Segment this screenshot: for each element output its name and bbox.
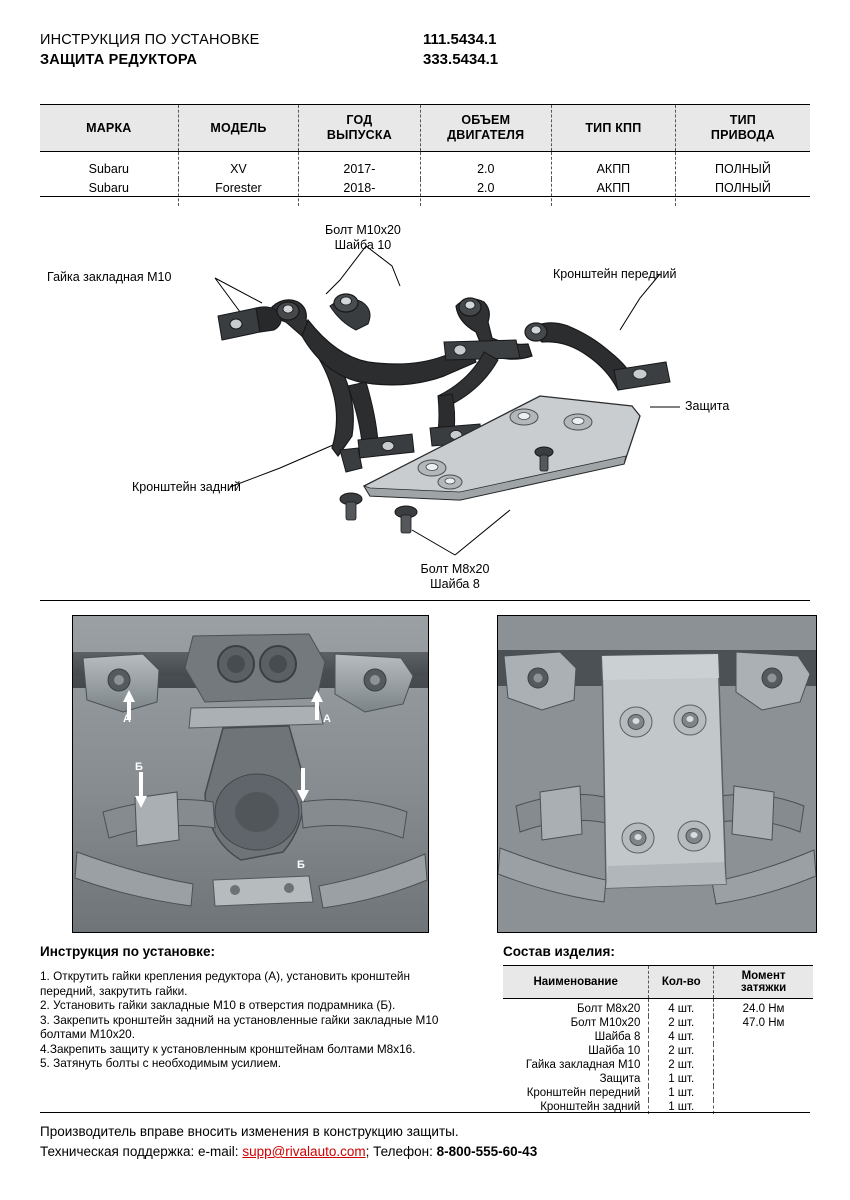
parts-heading: Состав изделия: [503,944,615,959]
table-row [40,152,810,180]
front-bracket-part [438,298,670,408]
exploded-assembly-diagram [40,210,810,595]
parts-table-head [503,966,813,999]
spec-cell-drive: ПОЛНЫЙ [675,152,810,180]
part-torque: 24.0 Нм [714,999,813,1017]
instruction-step-4: 4.Закрепить защиту к установленным кронштейнам болтами М8х16. [40,1041,416,1056]
label-bolt-m10-line2: Шайба 10 [334,238,392,252]
spec-col-drive-line1: ТИП [729,113,756,127]
part-qty: 2 шт. [649,1058,714,1072]
part-qty: 2 шт. [649,1016,714,1030]
parts-list-section [503,944,813,1114]
part-qty: 2 шт. [649,1044,714,1058]
header-titles [40,30,260,70]
spec-cell-brand: Subaru [88,181,129,195]
section-divider-top [40,600,810,601]
part-torque [714,1044,813,1058]
label-bolt-m8-line1: Болт М8х20 [420,562,490,576]
instruction-step-1: 1. Открутить гайки крепления редуктора (А), установить кронштейн передний, закрутить гайки. [40,969,411,998]
spec-cell-year: 2018- [299,179,420,206]
part-name: Болт М8х20 [576,1003,641,1015]
table-row [503,1058,813,1072]
spec-col-year-line1: ГОД [346,113,373,127]
spec-cell-gearbox: АКПП [551,152,675,180]
instruction-step-3: 3. Закрепить кронштейн задний на установленные гайки закладные М10 болтами М10х20. [40,1012,439,1041]
table-row [503,1044,813,1058]
photo-marker-b-right: Б [297,859,305,871]
parts-col-torque: Момент затяжки [714,966,813,999]
photo-marker-a-left: A [123,713,131,725]
label-bracket-front: Кронштейн передний [553,267,677,281]
part-torque [714,1086,813,1100]
spec-cell-model: XV [178,152,299,180]
part-qty: 4 шт. [649,999,714,1017]
photo-marker-b-left: Б [135,761,143,773]
spec-col-engine-line1: ОБЪЕМ [461,113,511,127]
part-qty: 1 шт. [649,1072,714,1086]
document-header [40,30,810,90]
part-qty: 1 шт. [649,1100,714,1114]
photo-left-render [73,616,428,932]
leader-bracket-rear [230,442,340,487]
spec-col-year [299,105,420,152]
spec-col-brand: МАРКА [40,105,178,152]
instruction-step-5: 5. Затянуть болты с необходимым усилием. [40,1056,282,1070]
spec-col-gearbox: ТИП КПП [551,105,675,152]
table-row [503,1016,813,1030]
leader-nut-m10 [215,278,262,303]
section-divider-footer [40,1112,810,1113]
table-row [503,999,813,1017]
leader-bolt-m8b [455,510,510,555]
label-shield: Защита [685,399,730,413]
leader-bolt-m10 [326,246,366,294]
table-row [503,1030,813,1044]
instruction-step-2: 2. Установить гайки закладные М10 в отверстия подрамника (Б). [40,998,396,1012]
spec-table-bottom-rule [40,196,810,197]
spec-cell-year: 2017- [299,152,420,180]
spec-col-drive [675,105,810,152]
part-name: Шайба 8 [594,1031,641,1043]
spec-col-drive-line2: ПРИВОДА [710,128,775,142]
label-nut-m10: Гайка закладная М10 [47,270,172,284]
installation-photo-before [72,615,429,933]
part-name: Кронштейн задний [540,1101,641,1113]
part-torque [714,1030,813,1044]
photo-right-render [498,616,816,932]
part-qty: 4 шт. [649,1030,714,1044]
product-codes [423,30,498,70]
installation-photo-after [497,615,817,933]
photo-marker-a-right: A [323,713,331,725]
spec-cell-engine: 2.0 [420,152,551,180]
parts-header-row [503,966,813,999]
footer-support-label: Техническая поддержка: e-mail: [40,1144,239,1159]
label-bracket-rear: Кронштейн задний [132,480,241,494]
installation-instructions [40,944,460,1071]
part-name: Шайба 10 [588,1045,641,1057]
spec-table-body [40,152,810,207]
document-footer [40,1122,810,1162]
product-code-1: 111.5434.1 [423,31,497,48]
rear-bracket-part [218,300,362,472]
table-row [503,1072,813,1086]
label-bolt-m8-line2: Шайба 8 [430,577,480,591]
part-torque [714,1072,813,1086]
spec-header-row [40,105,810,152]
label-bolt-m10 [325,223,401,253]
leader-bracket-front [620,274,660,330]
product-title: ЗАЩИТА РЕДУКТОРА [40,52,198,68]
part-qty: 1 шт. [649,1086,714,1100]
label-bolt-m10-line1: Болт М10х20 [325,223,401,237]
spec-col-engine-line2: ДВИГАТЕЛЯ [447,128,525,142]
part-torque [714,1058,813,1072]
footer-support-line [40,1142,810,1162]
part-name: Болт М10х20 [570,1017,641,1029]
part-name: Гайка закладная М10 [525,1059,641,1071]
spec-cell-drive: ПОЛНЫЙ [675,179,810,206]
vehicle-spec-table [40,104,810,206]
document-type-title: ИНСТРУКЦИЯ ПО УСТАНОВКЕ [40,32,260,48]
spec-col-model: МОДЕЛЬ [178,105,299,152]
table-row [503,1086,813,1100]
spec-col-year-line2: ВЫПУСКА [326,128,392,142]
part-torque: 47.0 Нм [714,1016,813,1030]
parts-col-qty: Кол-во [649,966,714,999]
support-email-link[interactable]: supp@rivalauto.com [242,1144,366,1159]
part-name: Защита [599,1073,641,1085]
parts-table-body [503,999,813,1115]
footer-disclaimer: Производитель вправе вносить изменения в конструкцию защиты. [40,1124,459,1139]
instructions-heading: Инструкция по установке: [40,944,215,959]
spec-cell-brand: Subaru [88,162,129,176]
parts-col-name: Наименование [503,966,649,999]
part-name: Кронштейн передний [526,1087,641,1099]
spec-col-engine [420,105,551,152]
table-row [40,179,810,206]
spec-table-head [40,105,810,152]
spec-cell-model: Forester [178,179,299,206]
leader-bolt-m8 [412,530,455,555]
label-bolt-m8 [370,562,540,592]
spec-cell-gearbox: АКПП [551,179,675,206]
parts-table [503,965,813,1114]
support-phone: 8-800-555-60-43 [436,1144,538,1159]
spec-cell-engine: 2.0 [420,179,551,206]
product-code-2: 333.5434.1 [423,51,499,68]
footer-phone-label: ; Телефон: [365,1144,433,1159]
